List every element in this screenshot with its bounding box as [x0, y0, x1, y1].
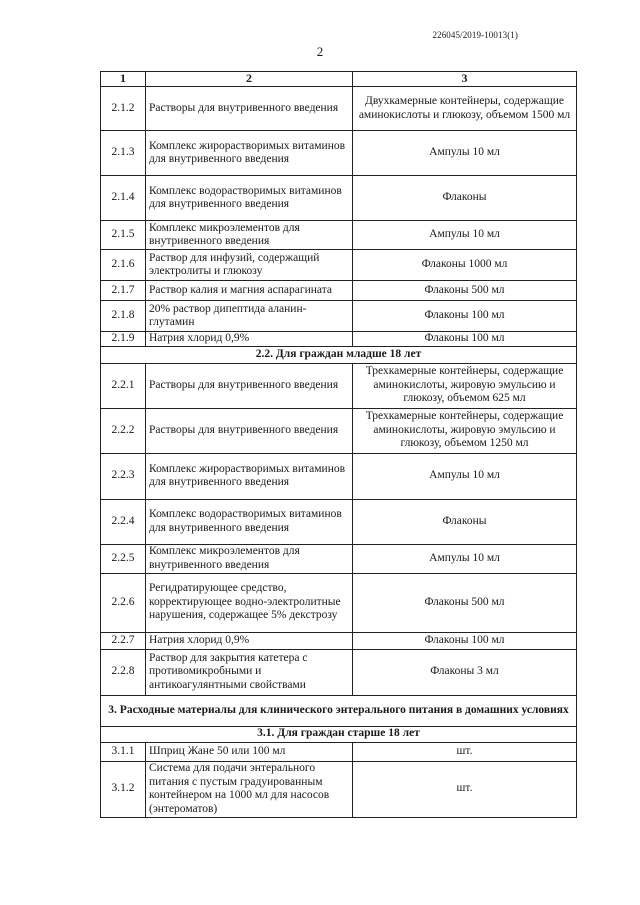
item-packaging: Ампулы 10 мл [353, 544, 577, 573]
item-packaging: Флаконы [353, 499, 577, 544]
column-header: 2 [146, 72, 353, 87]
item-number: 2.2.1 [101, 363, 146, 408]
item-name: Комплекс микроэлементов для внутривенного введения [146, 221, 353, 250]
item-number: 2.2.2 [101, 408, 146, 453]
item-name: Раствор для инфузий, содержащий электролиты и глюкозу [146, 250, 353, 281]
item-name: Комплекс жирорастворимых витаминов для внутривенного введения [146, 131, 353, 176]
item-name: Комплекс водорастворимых витаминов для внутривенного введения [146, 499, 353, 544]
section-title: 2.2. Для граждан младше 18 лет [101, 346, 577, 363]
supplies-table [100, 71, 577, 818]
item-name: Растворы для внутривенного введения [146, 87, 353, 131]
item-packaging: Двухкамерные контейнеры, содержащие аминокислоты и глюкозу, объемом 1500 мл [353, 87, 577, 131]
item-number: 2.1.5 [101, 221, 146, 250]
item-number: 2.2.5 [101, 544, 146, 573]
table-row [101, 761, 577, 817]
table-row [101, 87, 577, 131]
item-name: Регидратирующее средство, корректирующее водно-электролитные нарушения, содержащее 5% декстрозу [146, 573, 353, 632]
section-row [101, 726, 577, 742]
item-name: Система для подачи энтерального питания с пустым градуированным контейнером на 1000 мл для насосов (энтероматов) [146, 761, 353, 817]
table-row [101, 332, 577, 347]
item-number: 2.2.8 [101, 649, 146, 695]
item-packaging: Флаконы 100 мл [353, 332, 577, 347]
item-packaging: Флаконы 500 мл [353, 281, 577, 301]
page-number: 2 [316, 44, 324, 59]
table-row [101, 544, 577, 573]
item-packaging: Трехкамерные контейнеры, содержащие аминокислоты, жировую эмульсию и глюкозу, объемом 1250 мл [353, 408, 577, 453]
item-number: 2.2.6 [101, 573, 146, 632]
item-packaging: Флаконы [353, 176, 577, 221]
item-name: Комплекс микроэлементов для внутривенного введения [146, 544, 353, 573]
item-packaging: Флаконы 3 мл [353, 649, 577, 695]
table-row [101, 221, 577, 250]
item-name: Натрия хлорид 0,9% [146, 632, 353, 649]
item-name: Растворы для внутривенного введения [146, 408, 353, 453]
item-packaging: Флаконы 100 мл [353, 301, 577, 332]
item-number: 2.1.3 [101, 131, 146, 176]
item-number: 2.1.8 [101, 301, 146, 332]
item-packaging: Ампулы 10 мл [353, 453, 577, 499]
table-row [101, 281, 577, 301]
item-packaging: шт. [353, 761, 577, 817]
document-number: 226045/2019-10013(1) [432, 30, 518, 40]
section-title: 3.1. Для граждан старше 18 лет [101, 726, 577, 742]
table-row [101, 632, 577, 649]
table-row [101, 453, 577, 499]
item-name: Растворы для внутривенного введения [146, 363, 353, 408]
table-row [101, 301, 577, 332]
item-name: Натрия хлорид 0,9% [146, 332, 353, 347]
item-packaging: Ампулы 10 мл [353, 131, 577, 176]
table-row [101, 408, 577, 453]
item-packaging: Флаконы 500 мл [353, 573, 577, 632]
item-packaging: Флаконы 100 мл [353, 632, 577, 649]
table-header-row [101, 72, 577, 87]
section-row [101, 695, 577, 726]
item-packaging: Трехкамерные контейнеры, содержащие аминокислоты, жировую эмульсию и глюкозу, объемом 625 мл [353, 363, 577, 408]
item-number: 2.2.3 [101, 453, 146, 499]
column-header: 1 [101, 72, 146, 87]
item-name: Комплекс водорастворимых витаминов для внутривенного введения [146, 176, 353, 221]
section-row [101, 346, 577, 363]
table-row [101, 649, 577, 695]
item-number: 3.1.1 [101, 742, 146, 761]
item-number: 2.2.7 [101, 632, 146, 649]
table-row [101, 176, 577, 221]
item-name: Раствор для закрытия катетера с противомикробными и антикоагулянтными свойствами [146, 649, 353, 695]
table-row [101, 131, 577, 176]
table-body [101, 87, 577, 818]
column-header: 3 [353, 72, 577, 87]
item-packaging: Флаконы 1000 мл [353, 250, 577, 281]
item-number: 2.1.7 [101, 281, 146, 301]
item-number: 2.1.4 [101, 176, 146, 221]
item-name: Шприц Жане 50 или 100 мл [146, 742, 353, 761]
section-title: 3. Расходные материалы для клинического энтерального питания в домашних условиях [101, 695, 577, 726]
table-row [101, 363, 577, 408]
item-name: Комплекс жирорастворимых витаминов для внутривенного введения [146, 453, 353, 499]
item-packaging: шт. [353, 742, 577, 761]
item-number: 2.2.4 [101, 499, 146, 544]
table-row [101, 499, 577, 544]
item-number: 2.1.2 [101, 87, 146, 131]
table-row [101, 573, 577, 632]
item-number: 2.1.9 [101, 332, 146, 347]
table-row [101, 742, 577, 761]
item-number: 2.1.6 [101, 250, 146, 281]
table-row [101, 250, 577, 281]
item-name: 20% раствор дипептида аланин-глутамин [146, 301, 353, 332]
item-number: 3.1.2 [101, 761, 146, 817]
item-packaging: Ампулы 10 мл [353, 221, 577, 250]
item-name: Раствор калия и магния аспарагината [146, 281, 353, 301]
